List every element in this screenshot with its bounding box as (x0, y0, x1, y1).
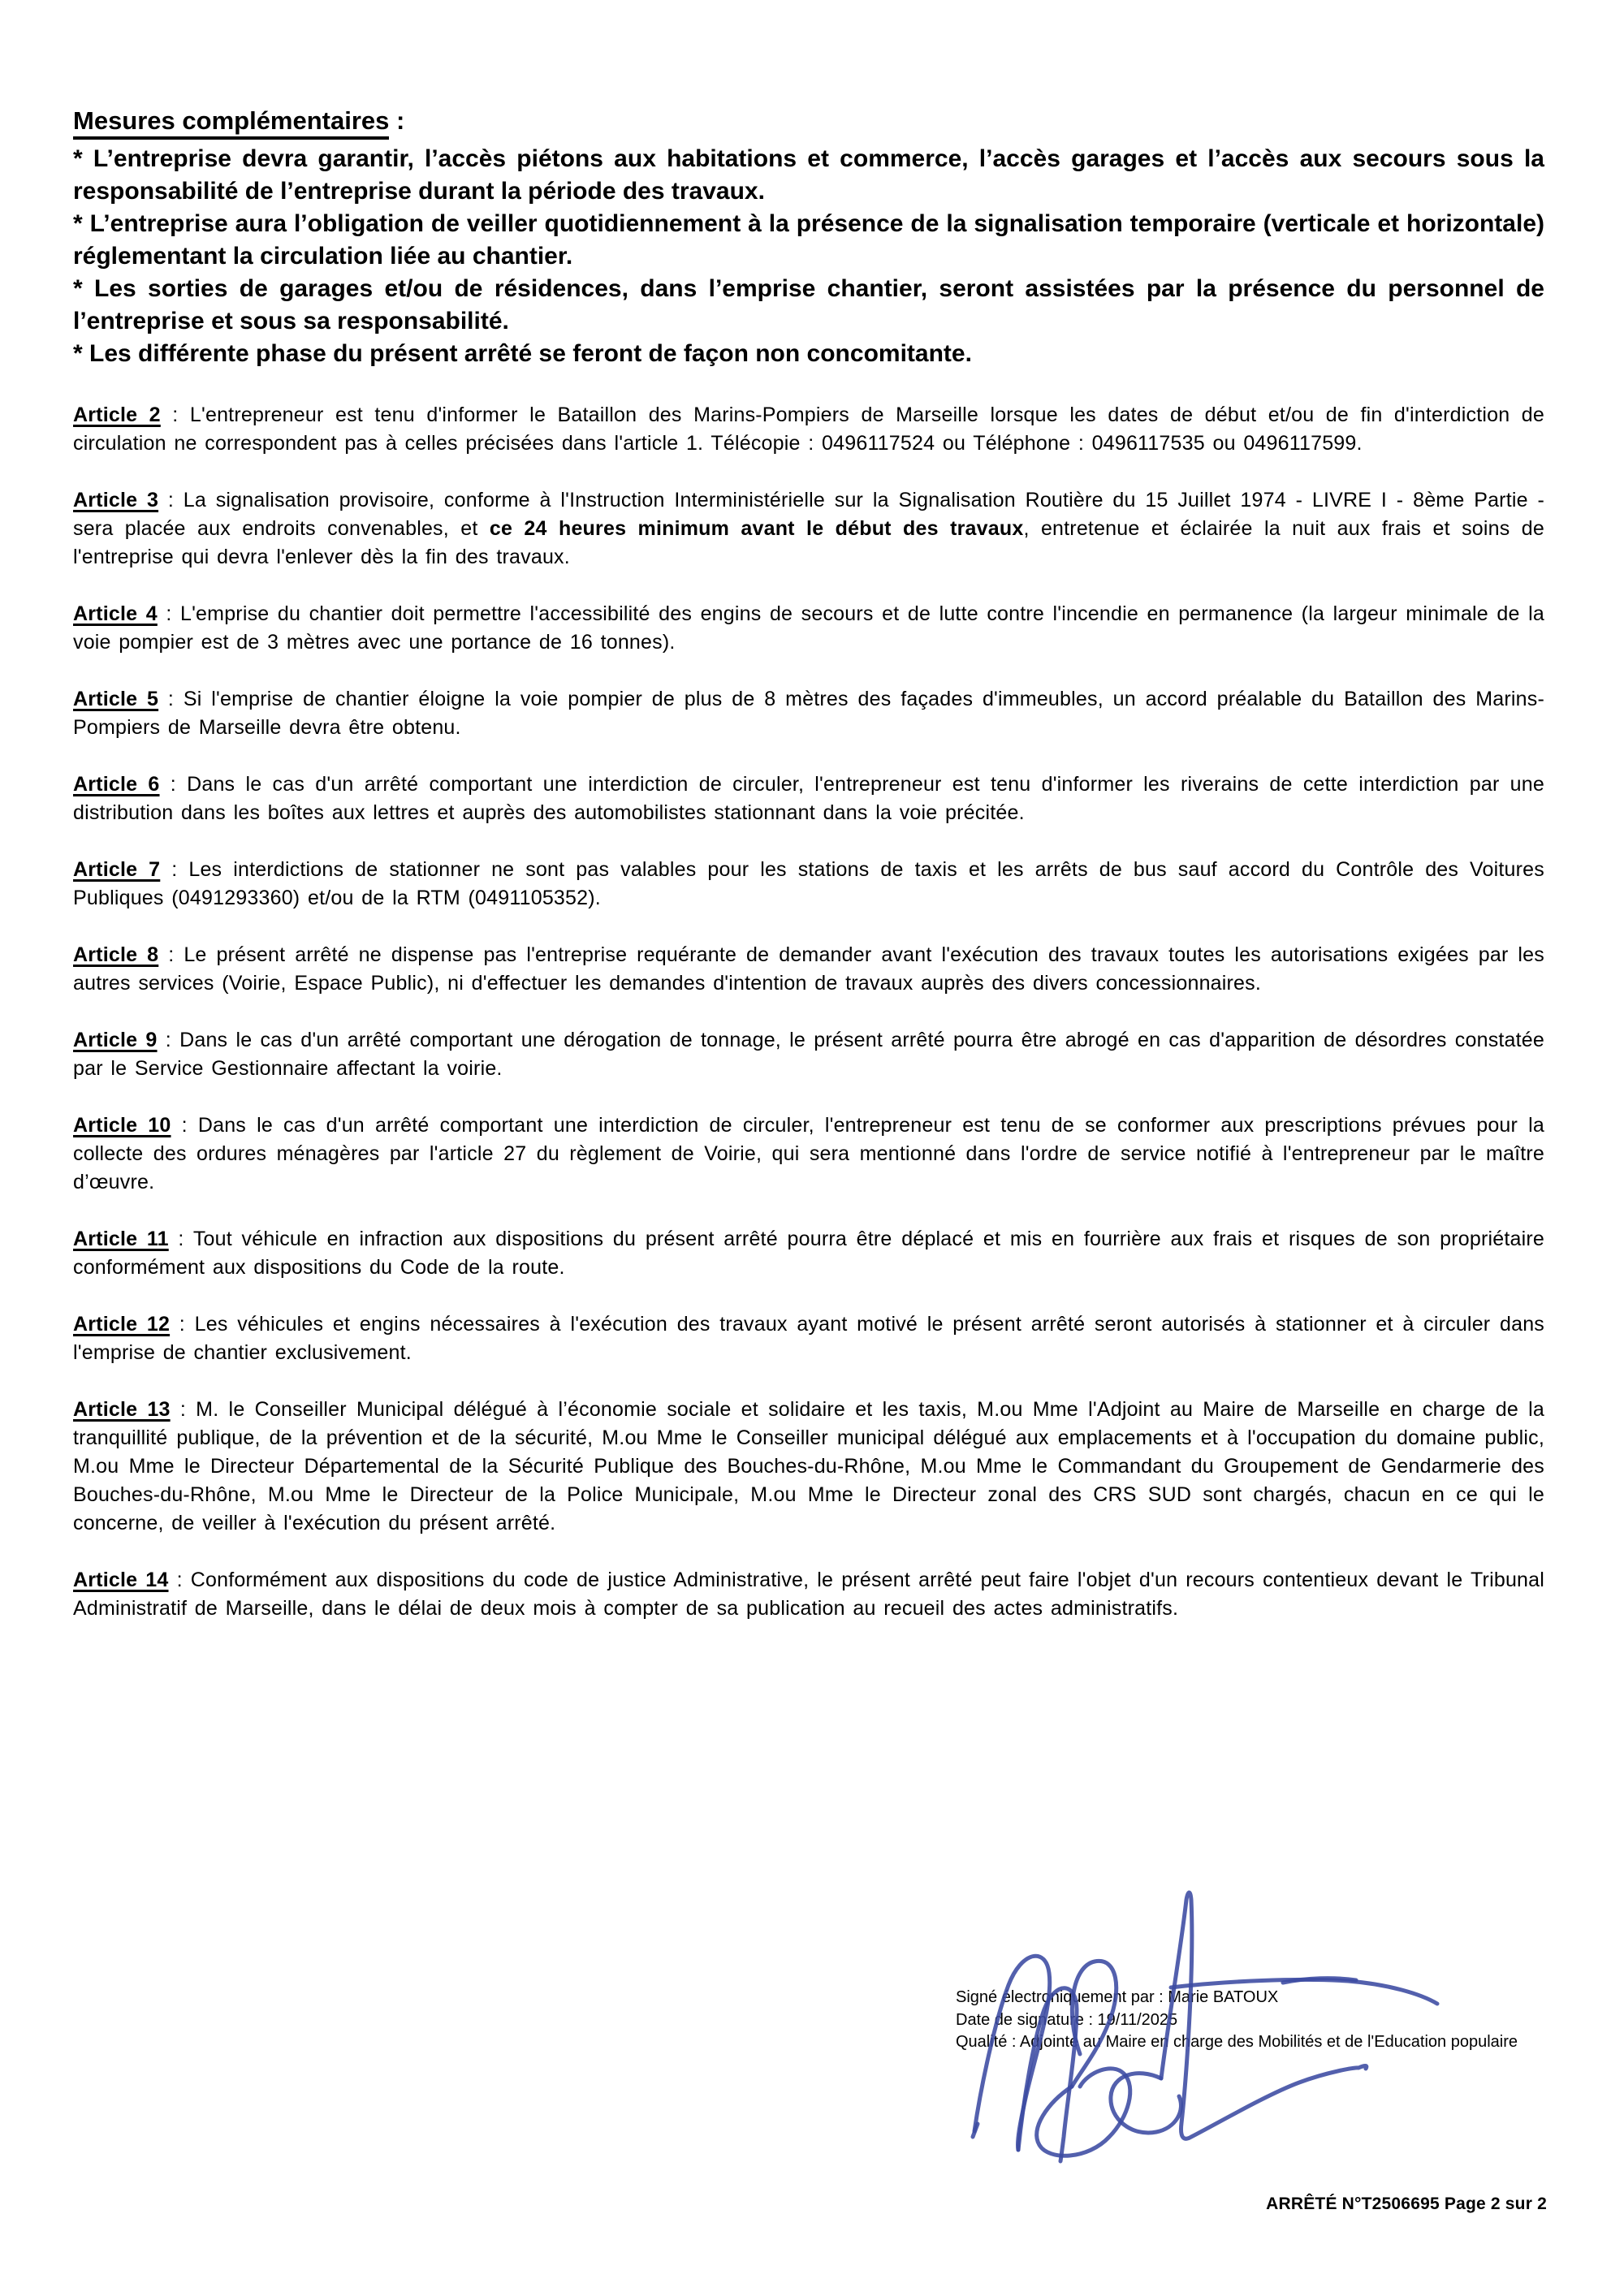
article-text: , entretenue et éclairée la nuit aux frais et soins de l'entreprise qui devra l'enlever dès la fin des travaux. (73, 517, 1544, 568)
document-body (73, 106, 1544, 1651)
article-bold-text: ce 24 heures minimum avant le début des travaux (489, 517, 1024, 540)
intro-paragraphs (73, 143, 1544, 370)
article-paragraph (73, 401, 1544, 458)
article-text: : Dans le cas d'un arrêté comportant une interdiction de circuler, l'entrepreneur est tenu d'informer les riverains de cette interdiction par une distribution dans les boîtes aux lettres et auprès des automobilistes stationnant dans la voie précitée. (73, 773, 1544, 824)
article-paragraph (73, 600, 1544, 657)
intro-item: * Les sorties de garages et/ou de résidences, dans l’emprise chantier, seront assistées par la présence du personnel de l’entreprise et sous sa responsabilité. (73, 275, 1544, 334)
signature-date-line: Date de signature : 19/11/2025 (956, 2010, 1178, 2029)
article-paragraph (73, 486, 1544, 572)
article-paragraph (73, 1026, 1544, 1083)
intro-item: * L’entreprise devra garantir, l’accès piétons aux habitations et commerce, l’accès garages et l’accès aux secours sous la responsabilité de l’entreprise durant la période des travaux. (73, 145, 1544, 205)
article-paragraph (73, 856, 1544, 913)
article-paragraph (73, 1111, 1544, 1197)
article-text: : Dans le cas d'un arrêté comportant une interdiction de circuler, l'entrepreneur est tenu de se conformer aux prescriptions prévues pour la collecte des ordures ménagères par l'article 27 du règlement de Voirie, qui sera mentionné dans l'ordre de service notifié à l'entrepreneur par le maître d’œuvre. (73, 1114, 1545, 1193)
article-text: : M. le Conseiller Municipal délégué à l’économie sociale et solidaire et les taxis, M.ou Mme l'Adjoint au Maire de Marseille en charge de la tranquillité publique, de la prévention et de la sécurité, M.ou Mme le Conseiller municipal délégué aux emplacements et à l'occupation du domaine public, M.ou Mme le Directeur Départemental de la Sécurité Publique des Bouches-du-Rhône, M.ou Mme le Commandant du Groupement de Gendarmerie des Bouches-du-Rhône, M.ou Mme le Directeur de la Police Municipale, M.ou Mme le Directeur zonal des CRS SUD sont chargés, chacun en ce qui le concerne, de veiller à l'exécution du présent arrêté. (73, 1398, 1544, 1534)
article-text: : Conformément aux dispositions du code de justice Administrative, le présent arrêté peut faire l'objet d'un recours contentieux devant le Tribunal Administratif de Marseille, dans le délai de deux mois à compter de sa publication au recueil des actes administratifs. (73, 1569, 1545, 1620)
article-text: : Dans le cas d'un arrêté comportant une dérogation de tonnage, le présent arrêté pourra être abrogé en cas d'apparition de désordres constatée par le Service Gestionnaire affectant la voirie. (73, 1029, 1544, 1080)
article-paragraph (73, 1396, 1544, 1538)
intro-item: * L’entreprise aura l’obligation de veiller quotidiennement à la présence de la signalisation temporaire (verticale et horizontale) réglementant la circulation liée au chantier. (73, 210, 1544, 270)
article-text: : L'emprise du chantier doit permettre l'accessibilité des engins de secours et de lutte contre l'incendie en permanence (la largeur minimale de la voie pompier est de 3 mètres avec une portance de 16 tonnes). (73, 602, 1544, 654)
article-text: : Les interdictions de stationner ne sont pas valables pour les stations de taxis et les arrêts de bus sauf accord du Contrôle des Voitures Publiques (0491293360) et/ou de la RTM (0491105352). (73, 858, 1544, 909)
article-paragraph (73, 685, 1544, 742)
article-label: Article 2 (73, 404, 161, 426)
article-paragraph (73, 941, 1544, 998)
section-heading-colon: : (389, 106, 405, 135)
signature-block (956, 1987, 1518, 2054)
article-label: Article 7 (73, 858, 161, 881)
article-text: : Tout véhicule en infraction aux dispositions du présent arrêté pourra être déplacé et mis en fourrière aux frais et risques de son propriétaire conformément aux dispositions du Code de la route. (73, 1228, 1544, 1279)
article-label: Article 8 (73, 943, 159, 966)
signature-quality-line: Qualité : Adjointe au Maire en charge des Mobilités et de l'Education populaire (956, 2033, 1518, 2051)
article-text: : L'entrepreneur est tenu d'informer le Bataillon des Marins-Pompiers de Marseille lorsque les dates de début et/ou de fin d'interdiction de circulation ne correspondent pas à celles précisées dans l'article 1. Télécopie : 0496117524 ou Téléphone : 0496117535 ou 0496117599. (73, 404, 1544, 455)
article-paragraph (73, 770, 1544, 827)
signature-signer-line: Signé électroniquement par : Marie BATOUX (956, 1988, 1279, 2006)
article-paragraph (73, 1566, 1544, 1623)
article-label: Article 5 (73, 688, 159, 710)
section-heading-text: Mesures complémentaires (73, 106, 389, 140)
section-heading (73, 106, 1544, 136)
article-label: Article 6 (73, 773, 160, 796)
article-text: : Le présent arrêté ne dispense pas l'entreprise requérante de demander avant l'exécution des travaux toutes les autorisations exigées par les autres services (Voirie, Espace Public), ni d'effectuer les demandes d'intention de travaux auprès des divers concessionnaires. (73, 943, 1544, 995)
article-label: Article 13 (73, 1398, 171, 1421)
article-label: Article 10 (73, 1114, 171, 1137)
article-paragraph (73, 1310, 1544, 1367)
intro-item: * Les différente phase du présent arrêté se feront de façon non concomitante. (73, 340, 972, 367)
page-footer: ARRÊTÉ N°T2506695 Page 2 sur 2 (1266, 2195, 1547, 2213)
article-label: Article 11 (73, 1228, 169, 1250)
article-label: Article 4 (73, 602, 158, 625)
article-label: Article 3 (73, 489, 159, 511)
article-text: : La signalisation provisoire, conforme à l'Instruction Interministérielle sur la Signalisation Routière du 15 Juillet 1974 - LIVRE I - 8ème Partie - sera placée aux endroits convenables, et (73, 489, 1544, 540)
article-label: Article 12 (73, 1313, 171, 1336)
article-label: Article 14 (73, 1569, 169, 1591)
article-text: : Si l'emprise de chantier éloigne la voie pompier de plus de 8 mètres des façades d'immeubles, un accord préalable du Bataillon des Marins-Pompiers de Marseille devra être obtenu. (73, 688, 1544, 739)
article-text: : Les véhicules et engins nécessaires à l'exécution des travaux ayant motivé le présent arrêté seront autorisés à stationner et à circuler dans l'emprise de chantier exclusivement. (73, 1313, 1545, 1364)
articles-list (73, 401, 1544, 1623)
article-label: Article 9 (73, 1029, 158, 1051)
article-paragraph (73, 1225, 1544, 1282)
